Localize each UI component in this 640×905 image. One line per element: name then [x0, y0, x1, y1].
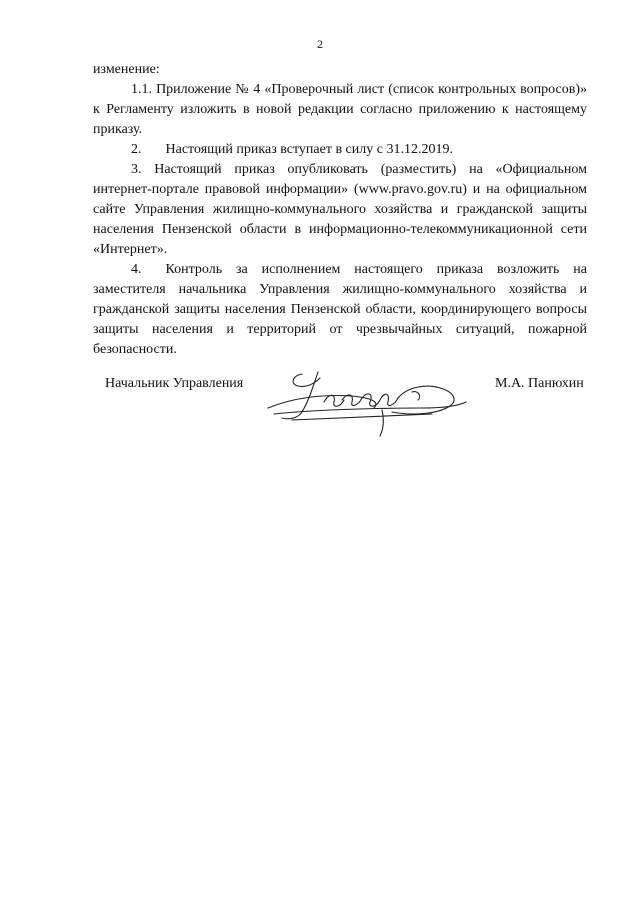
signatory-position: Начальник Управления	[105, 376, 244, 391]
paragraph-3: 3. Настоящий приказ опубликовать (разместить) на «Официальном интернет-портале правовой информации» (www.pravo.gov.ru) и на официальном сайте Управления жилищно-коммунального хозяйства и гражданской защиты населения Пензенской области в информационно-телекоммуникационной сети «Интернет».	[93, 162, 587, 257]
signatory-name: М.А. Панюхин	[495, 376, 584, 391]
paragraph-4	[93, 260, 587, 360]
signature-block	[0, 362, 640, 442]
paragraph-2-text: Настоящий приказ вступает в силу с 31.12.2019.	[165, 142, 453, 157]
document-body	[93, 60, 587, 360]
paragraph-2-number: 2.	[131, 142, 142, 157]
paragraph-2	[93, 140, 587, 160]
handwritten-signature	[262, 362, 472, 440]
paragraph-4-text: Контроль за исполнением настоящего приказа возложить на заместителя начальника Управления жилищно-коммунального хозяйства и гражданской защиты населения Пензенской области, координирующего вопросы защиты населения и территорий от чрезвычайных ситуаций, пожарной безопасности.	[93, 262, 587, 357]
page-number: 2	[317, 37, 323, 51]
paragraph-intro: изменение:	[93, 62, 160, 77]
paragraph-4-number: 4.	[131, 262, 142, 277]
paragraph-1-1: 1.1. Приложение № 4 «Проверочный лист (список контрольных вопросов)» к Регламенту изложить в новой редакции согласно приложению к настоящему приказу.	[93, 82, 587, 137]
